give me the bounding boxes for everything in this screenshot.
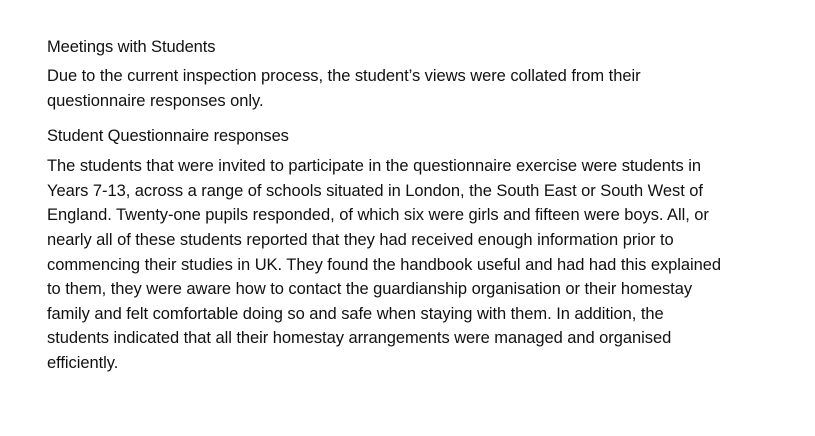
paragraph-line: efficiently. [47, 353, 119, 372]
paragraph-line: to them, they were aware how to contact the guardianship organisation or their homestay [47, 280, 693, 299]
section-heading-questionnaire: Student Questionnaire responses [47, 127, 289, 146]
document-page [47, 36, 767, 376]
paragraph-line: England. Twenty-one pupils responded, of which six were girls and fifteen were boys. All, or [47, 206, 709, 225]
paragraph-line: questionnaire responses only. [47, 91, 264, 110]
paragraph-meetings [47, 64, 767, 113]
paragraph-line: Due to the current inspection process, the student’s views were collated from their [47, 67, 641, 85]
paragraph-line: commencing their studies in UK. They found the handbook useful and had had this explained [47, 255, 722, 274]
paragraph-line: Years 7-13, across a range of schools situated in London, the South East or South West of [47, 181, 703, 200]
section-heading-meetings: Meetings with Students [47, 38, 216, 56]
paragraph-questionnaire [47, 154, 767, 375]
paragraph-line: students indicated that all their homestay arrangements were managed and organised [47, 329, 672, 348]
paragraph-line: The students that were invited to participate in the questionnaire exercise were students in [47, 157, 701, 176]
paragraph-line: nearly all of these students reported that they had received enough information prior to [47, 230, 674, 249]
paragraph-line: family and felt comfortable doing so and safe when staying with them. In addition, the [47, 304, 664, 323]
